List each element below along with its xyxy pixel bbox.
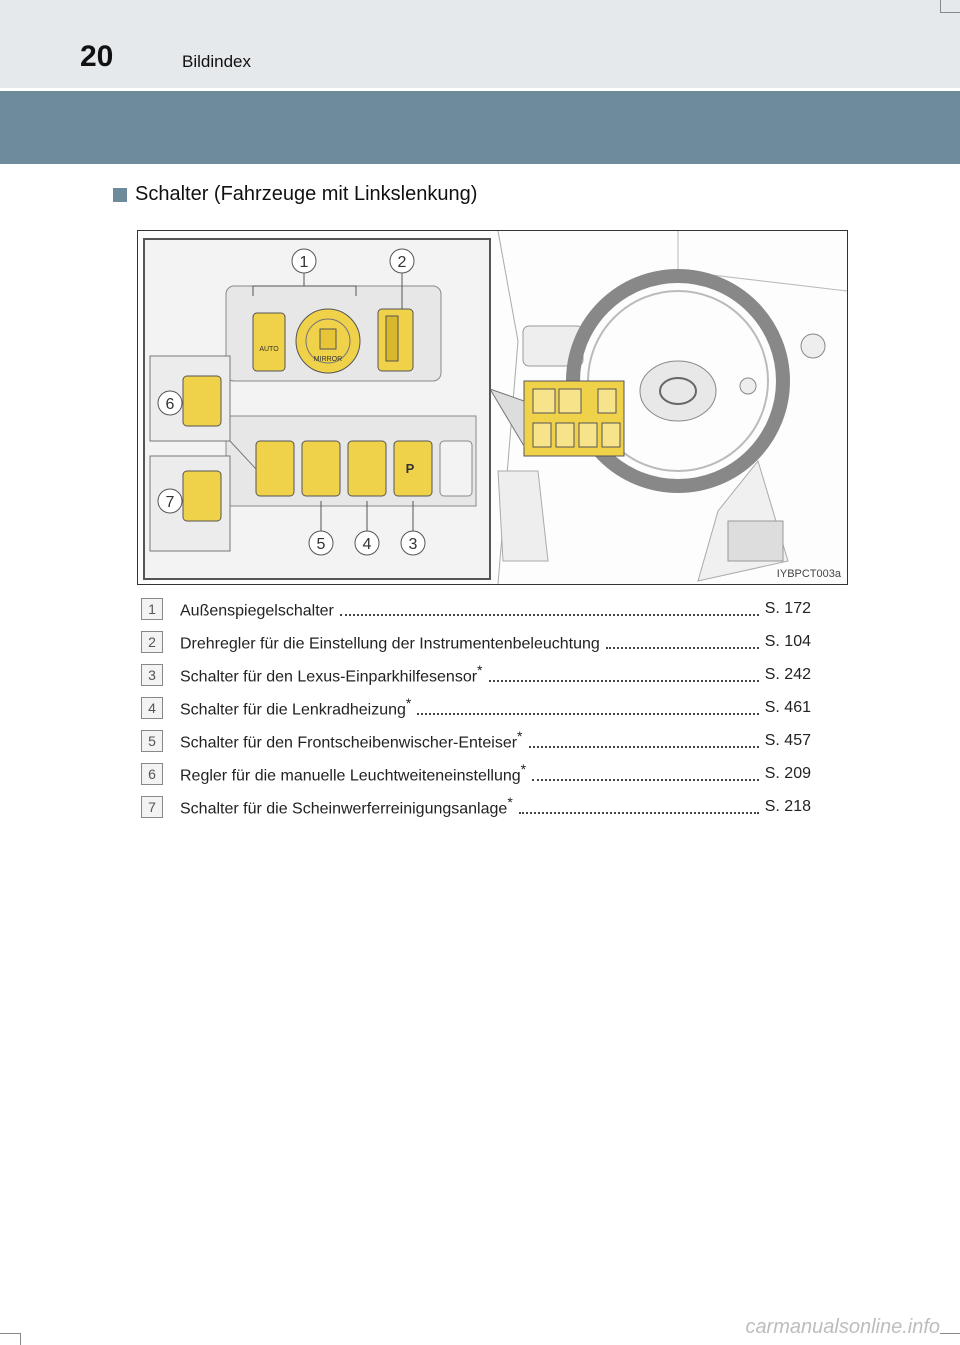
list-item bbox=[141, 790, 811, 823]
leader-dots bbox=[529, 734, 759, 748]
auto-label: AUTO bbox=[259, 346, 279, 353]
item-number: 5 bbox=[141, 730, 163, 752]
item-list bbox=[141, 592, 811, 823]
crop-mark bbox=[940, 12, 960, 13]
leader-dots bbox=[519, 800, 759, 814]
callout-5: 5 bbox=[316, 536, 326, 553]
item-number: 4 bbox=[141, 697, 163, 719]
item-label: Schalter für den Frontscheibenwischer-Enteiser* bbox=[180, 728, 523, 752]
list-item bbox=[141, 757, 811, 790]
header-band bbox=[0, 91, 960, 164]
watermark: carmanualsonline.info bbox=[745, 1316, 940, 1338]
callout-3: 3 bbox=[408, 536, 418, 553]
park-label: P bbox=[405, 461, 415, 476]
item-label: Schalter für die Scheinwerferreinigungsanlage* bbox=[180, 794, 513, 818]
leader-dots bbox=[532, 767, 759, 781]
mirror-label: MIRROR bbox=[313, 356, 343, 363]
section-title: Bildindex bbox=[182, 52, 251, 71]
list-item bbox=[141, 592, 811, 625]
figure-code: IYBPCT003a bbox=[776, 568, 841, 580]
item-label: Drehregler für die Einstellung der Instrumentenbeleuchtung bbox=[180, 635, 600, 653]
item-label: Schalter für den Lexus-Einparkhilfesensor* bbox=[180, 662, 483, 686]
item-number: 6 bbox=[141, 763, 163, 785]
switch-illustration bbox=[137, 230, 848, 585]
page-ref[interactable]: S. 104 bbox=[764, 632, 811, 650]
crop-mark bbox=[20, 1333, 21, 1345]
page-ref[interactable]: S. 209 bbox=[764, 764, 811, 782]
item-label: Regler für die manuelle Leuchtweiteneinstellung* bbox=[180, 761, 527, 785]
page-ref[interactable]: S. 457 bbox=[764, 731, 811, 749]
heading-square-icon bbox=[113, 188, 127, 202]
leader-dots bbox=[417, 701, 758, 715]
page-ref[interactable]: S. 218 bbox=[764, 797, 811, 815]
crop-mark bbox=[0, 1333, 20, 1334]
leader-dots bbox=[489, 668, 759, 682]
callout-7: 7 bbox=[165, 494, 175, 511]
heading-text: Schalter (Fahrzeuge mit Linkslenkung) bbox=[135, 183, 478, 205]
callout-4: 4 bbox=[362, 536, 372, 553]
item-number: 7 bbox=[141, 796, 163, 818]
list-item bbox=[141, 625, 811, 658]
callout-6: 6 bbox=[165, 396, 175, 413]
crop-mark bbox=[940, 1333, 960, 1334]
callout-2: 2 bbox=[397, 254, 407, 271]
illustration-svg bbox=[138, 231, 847, 584]
crop-mark bbox=[940, 0, 941, 12]
item-label: Außenspiegelschalter bbox=[180, 602, 334, 620]
list-item bbox=[141, 658, 811, 691]
leader-dots bbox=[606, 635, 759, 649]
page-ref[interactable]: S. 461 bbox=[764, 698, 811, 716]
page-ref[interactable]: S. 242 bbox=[764, 665, 811, 683]
section-heading bbox=[113, 183, 477, 206]
item-number: 3 bbox=[141, 664, 163, 686]
callout-1: 1 bbox=[299, 254, 309, 271]
item-number: 2 bbox=[141, 631, 163, 653]
page-ref[interactable]: S. 172 bbox=[764, 599, 811, 617]
header-bar bbox=[0, 0, 960, 88]
list-item bbox=[141, 691, 811, 724]
page-number: 20 bbox=[80, 40, 114, 73]
leader-dots bbox=[340, 602, 759, 616]
list-item bbox=[141, 724, 811, 757]
item-number: 1 bbox=[141, 598, 163, 620]
item-label: Schalter für die Lenkradheizung* bbox=[180, 695, 412, 719]
